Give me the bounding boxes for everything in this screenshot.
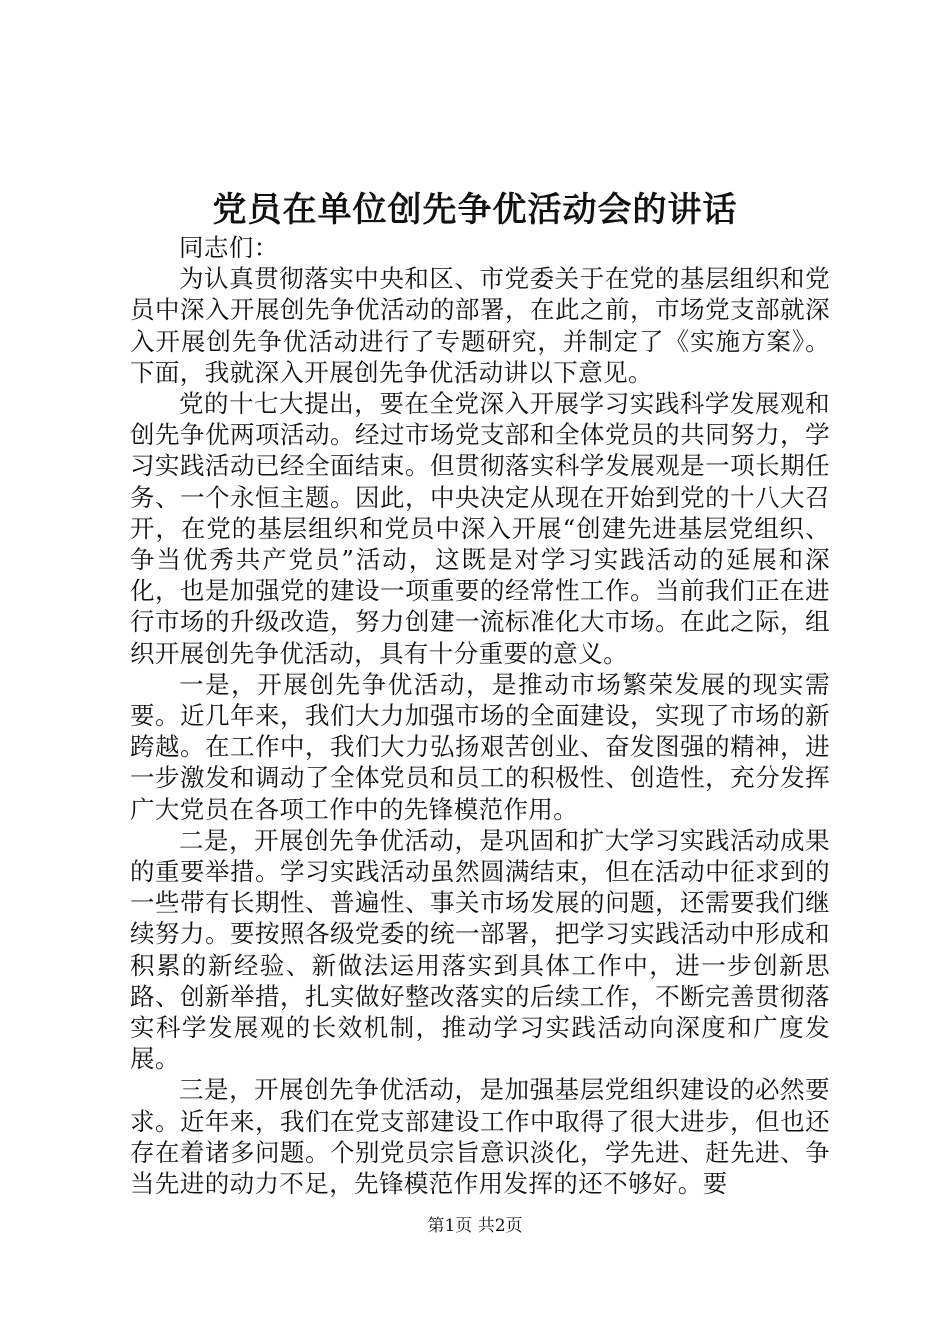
page-number-footer: 第1页 共2页: [427, 1216, 523, 1236]
paragraph-1: 为认真贯彻落实中央和区、市党委关于在党的基层组织和党员中深入开展创先争优活动的部署，在此之前，市场党支部就深入开展创先争优活动进行了专题研究，并制定了《实施方案》。下面，我就深入开展创先争优活动讲以下意见。: [130, 264, 830, 387]
paragraph-5: 三是，开展创先争优活动，是加强基层党组织建设的必然要求。近年来，我们在党支部建设工作中取得了很大进步，但也还存在着诸多问题。个别党员宗旨意识淡化，学先进、赶先进、争当先进的动力不足，先锋模范作用发挥的还不够好。要: [130, 1075, 830, 1199]
paragraph-3: 一是，开展创先争优活动，是推动市场繁荣发展的现实需要。近几年来，我们大力加强市场的全面建设，实现了市场的新跨越。在工作中，我们大力弘扬艰苦创业、奋发图强的精神，进一步激发和调动了全体党员和员工的积极性、创造性，充分发挥广大党员在各项工作中的先锋模范作用。: [130, 669, 830, 824]
paragraph-4: 二是，开展创先争优活动，是巩固和扩大学习实践活动成果的重要举措。学习实践活动虽然圆满结束，但在活动中征求到的一些带有长期性、普遍性、事关市场发展的问题，还需要我们继续努力。要按照各级党委的统一部署，把学习实践活动中形成和积累的新经验、新做法运用落实到具体工作中，进一步创新思路、创新举措，扎实做好整改落实的后续工作，不断完善贯彻落实科学发展观的长效机制，推动学习实践活动向深度和广度发展。: [130, 825, 830, 1074]
salutation: 同志们：: [179, 233, 279, 262]
document-title: 党员在单位创先争优活动会的讲话: [212, 190, 738, 230]
document-body: [130, 232, 830, 1199]
paragraph-2: 党的十七大提出，要在全党深入开展学习实践科学发展观和创先争优两项活动。经过市场党支部和全体党员的共同努力，学习实践活动已经全面结束。但贯彻落实科学发展观是一项长期任务、一个永恒主题。因此，中央决定从现在开始到党的十八大召开，在党的基层组织和党员中深入开展“创建先进基层党组织、争当优秀共产党员”活动，这既是对学习实践活动的延展和深化，也是加强党的建设一项重要的经常性工作。当前我们正在进行市场的升级改造，努力创建一流标准化大市场。在此之际，组织开展创先争优活动，具有十分重要的意义。: [130, 389, 830, 668]
